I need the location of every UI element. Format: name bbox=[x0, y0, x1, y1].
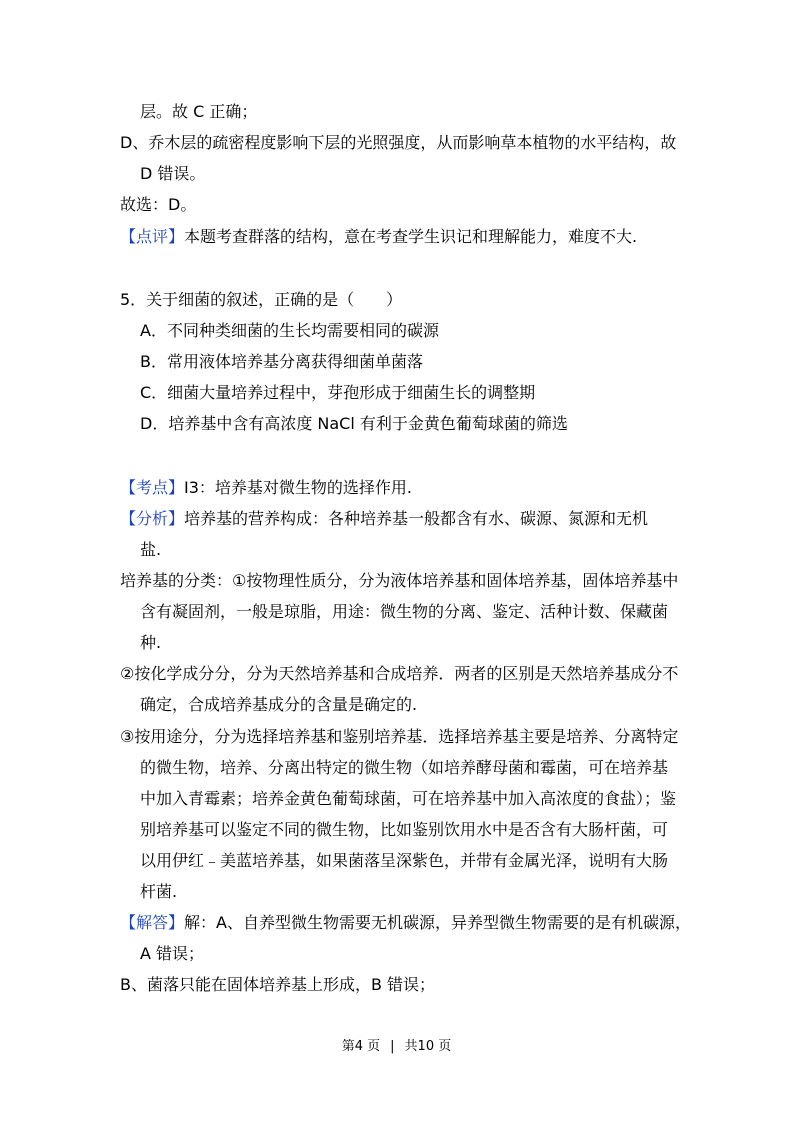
page-total: 共10 页 bbox=[404, 1039, 452, 1054]
fenxi-p3-line-3: 中加入青霉素；培养金黄色葡萄球菌，可在培养基中加入高浓度的食盐）；鉴 bbox=[140, 789, 677, 808]
option-b: B．常用液体培养基分离获得细菌单菌落 bbox=[140, 352, 423, 371]
fenxi-p2-line-2: 确定，合成培养基成分的含量是确定的. bbox=[140, 695, 418, 714]
fenxi-p3-line-1: ③按用途分，分为选择培养基和鉴别培养基．选择培养基主要是培养、分离特定 bbox=[120, 727, 679, 746]
page-number: 第4 页 bbox=[341, 1039, 381, 1054]
jieda-text: 解：A、自养型微生物需要无机碳源，异养型微生物需要的是有机碳源， bbox=[184, 913, 691, 932]
fenxi-p2-line-1: ②按化学成分分，分为天然培养基和合成培养．两者的区别是天然培养基成分不 bbox=[120, 664, 679, 683]
fenxi-line-2: 盐. bbox=[140, 540, 162, 559]
kaodian-text: I3：培养基对微生物的选择作用. bbox=[184, 478, 413, 497]
fenxi-p1-line-2: 含有凝固剂，一般是琼脂，用途：微生物的分离、鉴定、活种计数、保藏菌 bbox=[140, 602, 669, 621]
kaodian-tag: 【考点】 bbox=[120, 478, 185, 497]
jieda-tag: 【解答】 bbox=[120, 913, 185, 932]
fenxi-p1-line-3: 种. bbox=[140, 633, 162, 652]
option-d: D．培养基中含有高浓度 NaCl 有利于金黄色葡萄球菌的筛选 bbox=[140, 414, 568, 433]
prev-answer-line-1: 层。故 C 正确； bbox=[140, 102, 258, 121]
jieda-line-2: A 错误； bbox=[140, 944, 205, 963]
fenxi-p3-line-6: 杆菌. bbox=[140, 882, 178, 901]
review-tag: 【点评】 bbox=[120, 227, 185, 246]
fenxi-p1-line-1: 培养基的分类：①按物理性质分，分为液体培养基和固体培养基，固体培养基中 bbox=[120, 571, 679, 590]
option-c: C．细菌大量培养过程中，芽孢形成于细菌生长的调整期 bbox=[140, 383, 536, 402]
prev-answer-line-2: D、乔木层的疏密程度影响下层的光照强度，从而影响草本植物的水平结构，故 bbox=[120, 133, 677, 152]
fenxi-p3-line-5: 以用伊红﹣美蓝培养基，如果菌落呈深紫色，并带有金属光泽，说明有大肠 bbox=[140, 851, 669, 870]
review-text: 本题考查群落的结构，意在考查学生识记和理解能力，难度不大. bbox=[184, 227, 638, 246]
footer-separator: | bbox=[390, 1039, 395, 1054]
page-footer bbox=[0, 1038, 793, 1056]
jieda-b-line: B、菌落只能在固体培养基上形成，B 错误； bbox=[120, 975, 436, 994]
fenxi-line-1 bbox=[120, 508, 648, 530]
fenxi-text: 培养基的营养构成：各种培养基一般都含有水、碳源、氮源和无机 bbox=[184, 509, 649, 528]
fenxi-p3-line-4: 别培养基可以鉴定不同的微生物，比如鉴别饮用水中是否含有大肠杆菌，可 bbox=[140, 820, 669, 839]
prev-review bbox=[120, 226, 637, 248]
jieda-line-1 bbox=[120, 912, 691, 934]
question-stem: 5．关于细菌的叙述，正确的是（ ） bbox=[120, 290, 403, 309]
fenxi-p3-line-2: 的微生物，培养、分离出特定的微生物（如培养酵母菌和霉菌，可在培养基 bbox=[140, 758, 669, 777]
prev-answer-line-3: D 错误。 bbox=[140, 164, 206, 183]
kaodian-line bbox=[120, 477, 412, 499]
option-a: A．不同种类细菌的生长均需要相同的碳源 bbox=[140, 321, 439, 340]
prev-answer-choice: 故选：D。 bbox=[120, 195, 197, 214]
fenxi-tag: 【分析】 bbox=[120, 509, 185, 528]
